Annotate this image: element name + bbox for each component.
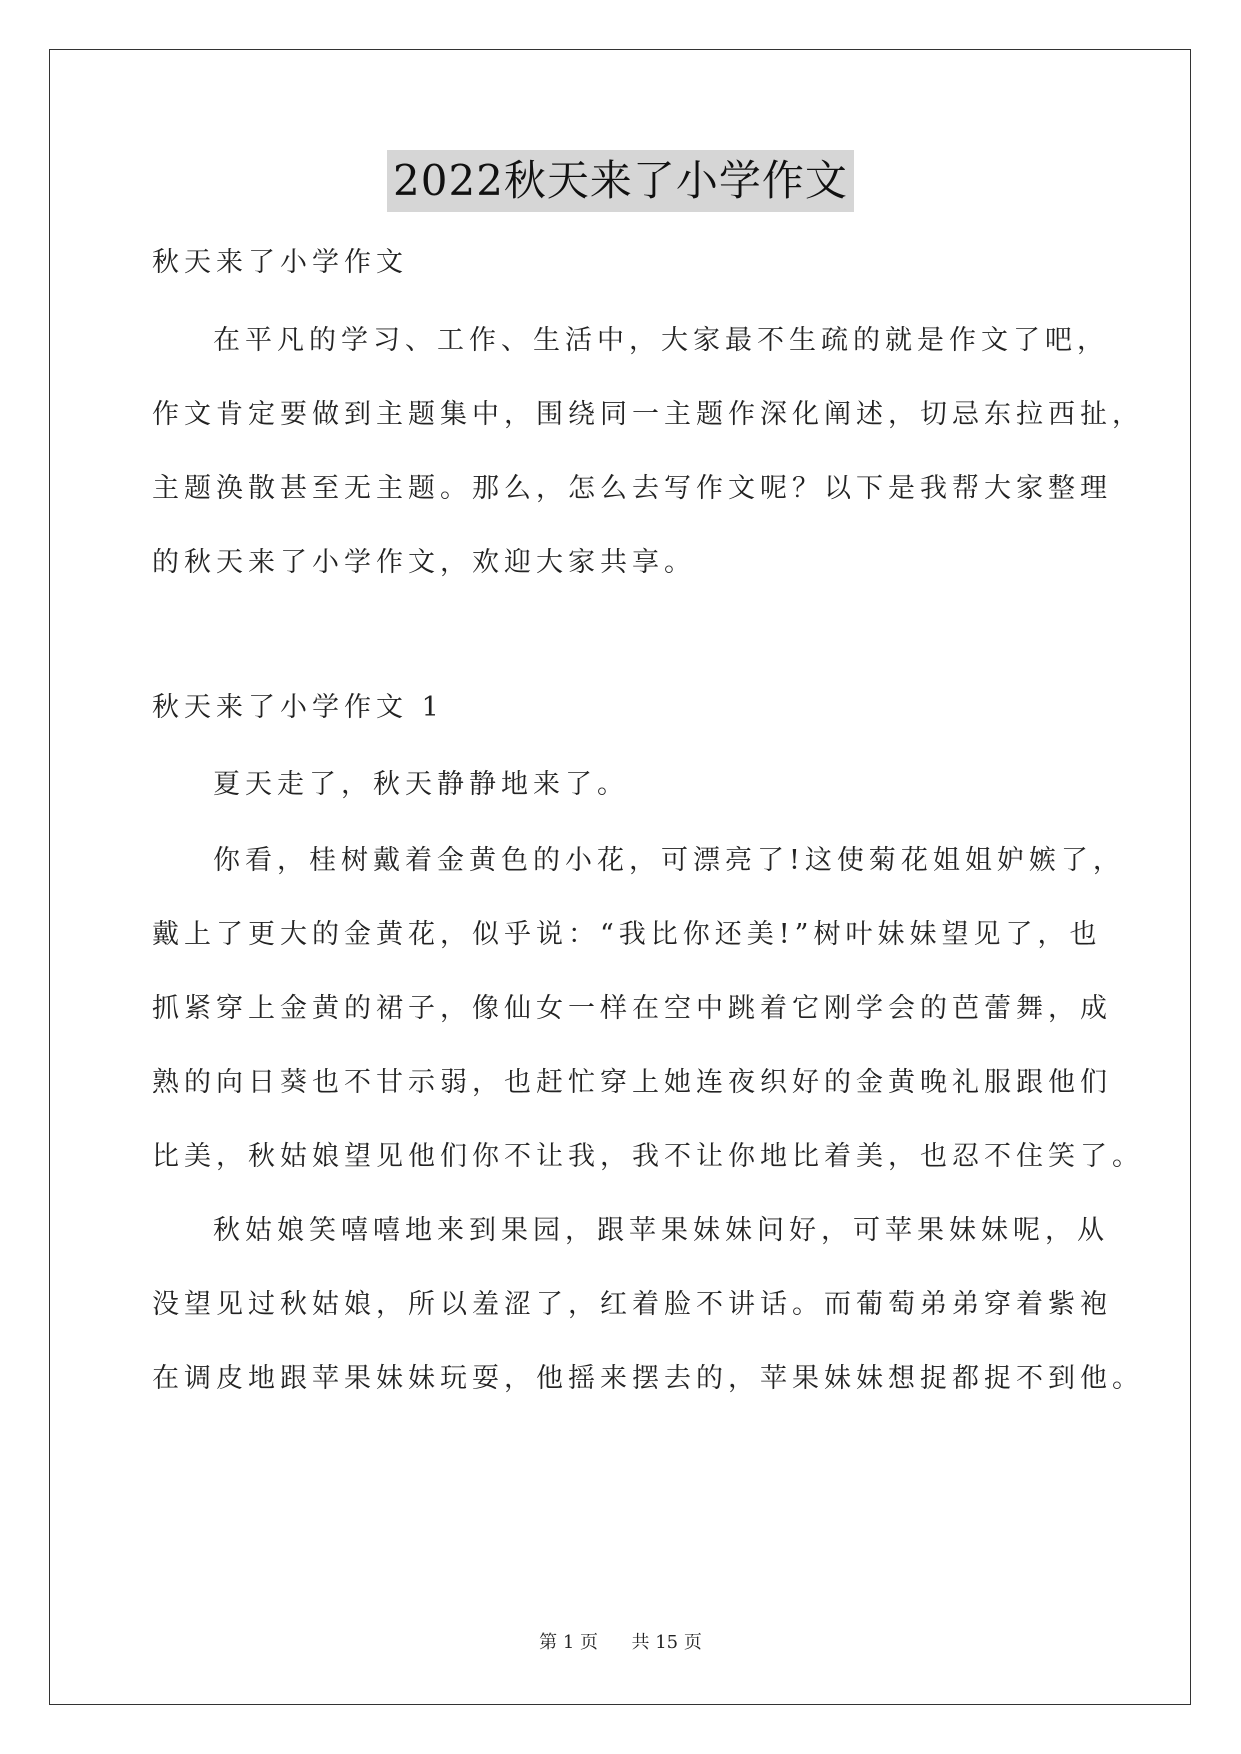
paragraph-2-line: 比美，秋姑娘望见他们你不让我，我不让你地比着美，也忍不住笑了。 <box>152 1141 1144 1172</box>
page-footer <box>0 1628 1241 1654</box>
paragraph-2-line: 戴上了更大的金黄花，似乎说：“我比你还美!”树叶妹妹望见了，也 <box>152 919 1102 950</box>
paragraph-2-line: 熟的向日葵也不甘示弱，也赶忙穿上她连夜织好的金黄晚礼服跟他们 <box>152 1067 1112 1098</box>
paragraph-2-line: 抓紧穿上金黄的裙子，像仙女一样在空中跳着它刚学会的芭蕾舞，成 <box>152 993 1112 1024</box>
intro-line: 作文肯定要做到主题集中，围绕同一主题作深化阐述，切忌东拉西扯， <box>152 399 1144 430</box>
paragraph-3-line: 在调皮地跟苹果妹妹玩耍，他摇来摆去的，苹果妹妹想捉都捉不到他。 <box>152 1363 1144 1394</box>
page-border <box>49 49 1191 1705</box>
page-number: 第 1 页 <box>539 1632 599 1653</box>
section-heading: 秋天来了小学作文 1 <box>152 692 444 723</box>
document-subtitle: 秋天来了小学作文 <box>152 247 408 278</box>
intro-line: 的秋天来了小学作文，欢迎大家共享。 <box>152 547 696 578</box>
paragraph-2-line: 你看，桂树戴着金黄色的小花，可漂亮了!这使菊花姐姐妒嫉了， <box>213 845 1125 876</box>
paragraph-3-line: 秋姑娘笑嘻嘻地来到果园，跟苹果妹妹问好，可苹果妹妹呢，从 <box>213 1215 1109 1246</box>
paragraph-1: 夏天走了，秋天静静地来了。 <box>213 769 629 800</box>
title-container <box>0 150 1241 212</box>
page-total: 共 15 页 <box>631 1632 702 1653</box>
document-title: 2022秋天来了小学作文 <box>387 150 854 212</box>
intro-line: 主题涣散甚至无主题。那么，怎么去写作文呢？以下是我帮大家整理 <box>152 473 1112 504</box>
paragraph-3-line: 没望见过秋姑娘，所以羞涩了，红着脸不讲话。而葡萄弟弟穿着紫袍 <box>152 1289 1112 1320</box>
intro-line: 在平凡的学习、工作、生活中，大家最不生疏的就是作文了吧， <box>213 325 1109 356</box>
